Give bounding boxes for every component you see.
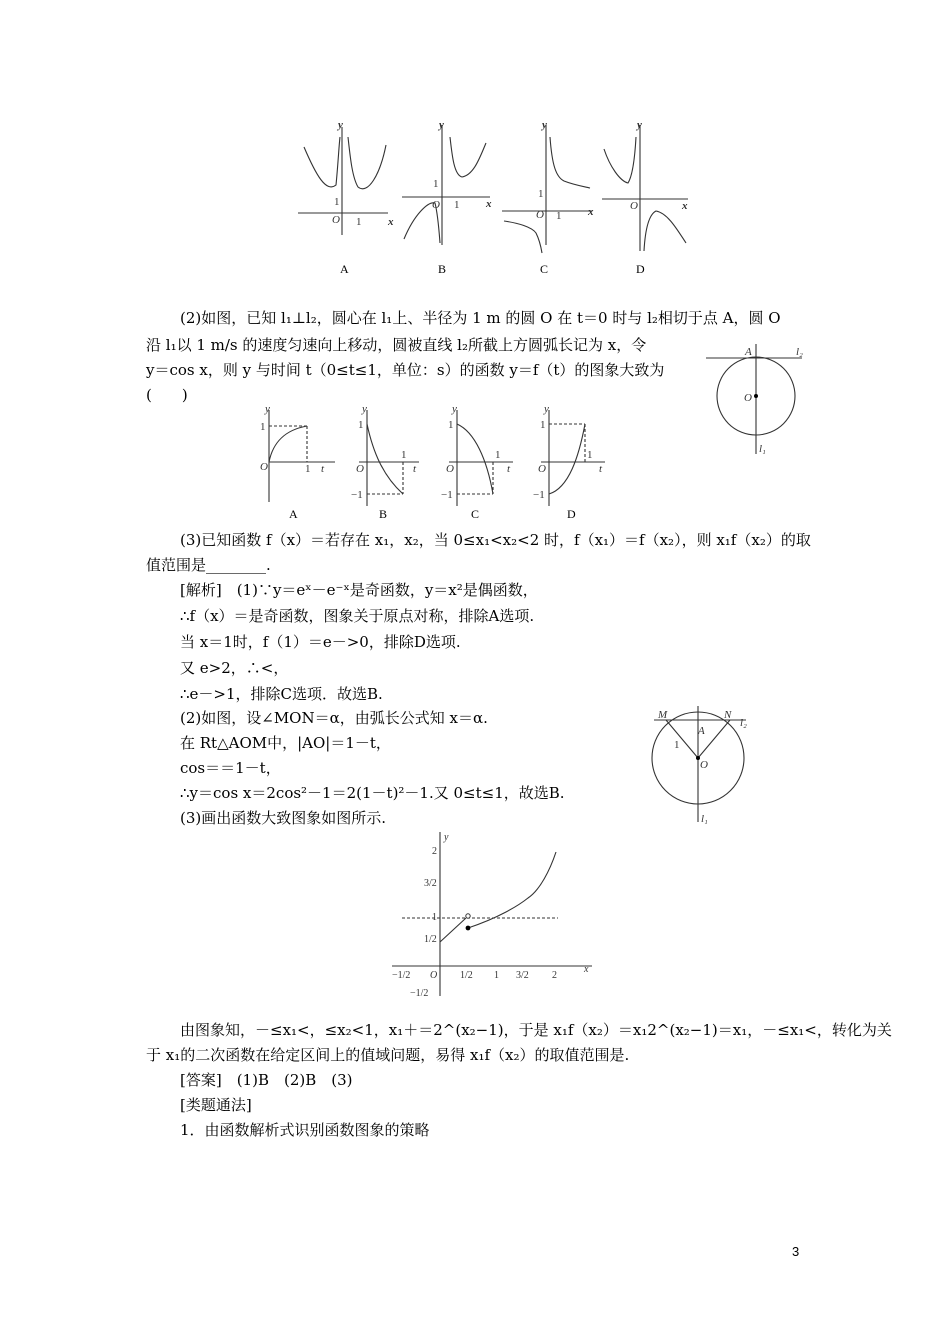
fig3-y-neg1/2: −1/2 xyxy=(410,988,429,998)
q2c-1t: 1 xyxy=(495,449,501,461)
fig2-circle-mn xyxy=(646,702,758,826)
method-heading: [类题通法] xyxy=(180,1096,252,1114)
q2-label-a: A xyxy=(745,346,752,358)
q2-circle-figure xyxy=(704,338,816,460)
q1-d-y: y xyxy=(637,119,642,131)
q2-line4: ( ) xyxy=(146,386,188,404)
q2a-t: t xyxy=(321,463,325,475)
q2d-neg1: −1 xyxy=(533,489,545,501)
q2d-t: t xyxy=(599,463,603,475)
q2-label-l1: l₁ xyxy=(759,443,766,455)
fig3-x-1: 1 xyxy=(494,970,499,981)
page-number: 3 xyxy=(792,1244,800,1259)
solution-l6: (2)如图，设∠MON＝α，由弧长公式知 x＝α. xyxy=(180,709,488,727)
q2c-o: O xyxy=(446,463,454,475)
q2-graphs xyxy=(255,402,615,524)
q1-b-1x: 1 xyxy=(454,199,460,211)
q1-c-1x: 1 xyxy=(556,210,562,222)
q2a-y: y xyxy=(265,403,270,415)
fig3-y-1/2: 1/2 xyxy=(424,934,437,945)
q1-a-o: O xyxy=(332,214,340,226)
q2-line2: 沿 l₁以 1 m/s 的速度匀速向上移动，圆被直线 l₂所截上方圆弧长记为 x，令 xyxy=(146,336,647,354)
q1-b-x: x xyxy=(486,198,492,210)
q2b-o: O xyxy=(356,463,364,475)
q2-line1: (2)如图，已知 l₁⊥l₂，圆心在 l₁上、半径为 1 m 的圆 O 在 t＝0 时与 l₂相切于点 A，圆 O xyxy=(180,309,781,327)
q2b-t: t xyxy=(413,463,417,475)
q2c-y: y xyxy=(452,403,457,415)
q1-label-c: C xyxy=(540,262,549,276)
q1-b-y: y xyxy=(439,119,444,131)
fig2-n: N xyxy=(724,709,732,721)
fig2-m: M xyxy=(658,709,668,721)
fig3-x: x xyxy=(584,964,589,975)
q2-label-d-graph: D xyxy=(567,507,576,521)
q1-a-x: x xyxy=(388,216,394,228)
q2-line3: y＝cos x，则 y 与时间 t（0≤t≤1，单位：s）的函数 y＝f（t）的图象大致为 xyxy=(146,361,665,379)
q2d-1t: 1 xyxy=(587,449,593,461)
q2-label-o: O xyxy=(744,392,752,404)
fig3-x-2: 2 xyxy=(552,970,557,981)
q1-c-y: y xyxy=(542,119,547,131)
q2b-1t: 1 xyxy=(401,449,407,461)
strategy-heading: 1．由函数解析式识别函数图象的策略 xyxy=(180,1121,430,1139)
q2c-1: 1 xyxy=(448,419,454,431)
q1-a-y: y xyxy=(338,119,343,131)
solution-l4: 又 e>2，∴<， xyxy=(180,659,289,677)
solution-l5: ∴e－>1，排除C选项．故选B. xyxy=(180,685,383,703)
fig3-x-3/2: 3/2 xyxy=(516,970,529,981)
q2c-t: t xyxy=(507,463,511,475)
q3-line2: 值范围是________. xyxy=(146,556,271,574)
q1-c-o: O xyxy=(536,209,544,221)
fig3-y-1: 1 xyxy=(432,912,437,923)
fig3-function-graph xyxy=(388,830,598,998)
fig2-l1: l₁ xyxy=(701,813,708,825)
q1-label-a: A xyxy=(340,262,349,276)
solution-l10: (3)画出函数大致图象如图所示. xyxy=(180,809,387,827)
q2a-1t: 1 xyxy=(305,463,311,475)
q1-label-b: B xyxy=(438,262,447,276)
fig3-y-3/2: 3/2 xyxy=(424,878,437,889)
q2d-y: y xyxy=(544,403,549,415)
solution-l2: ∴f（x）＝是奇函数，图象关于原点对称，排除A选项. xyxy=(180,607,535,625)
after-l2: 于 x₁的二次函数在给定区间上的值域问题，易得 x₁f（x₂）的取值范围是. xyxy=(146,1046,630,1064)
q2b-y: y xyxy=(362,403,367,415)
fig3-x-neg1/2: −1/2 xyxy=(392,970,411,981)
solution-l7: 在 Rt△AOM中，|AO|＝1－t， xyxy=(180,734,391,752)
q1-b-o: O xyxy=(432,199,440,211)
q2b-neg1: −1 xyxy=(351,489,363,501)
fig3-y: y xyxy=(444,832,449,843)
q1-a-1y: 1 xyxy=(334,196,340,208)
solution-l9: ∴y＝cos x＝2cos²－1＝2(1－t)²－1.又 0≤t≤1，故选B. xyxy=(180,784,565,802)
q1-label-d: D xyxy=(636,262,645,276)
q2-label-c-graph: C xyxy=(471,507,480,521)
q2-label-b-graph: B xyxy=(379,507,388,521)
q1-d-x: x xyxy=(682,200,688,212)
q2d-o: O xyxy=(538,463,546,475)
fig2-a: A xyxy=(698,725,705,737)
solution-l3: 当 x＝1时，f（1）＝e－>0，排除D选项. xyxy=(180,633,461,651)
solution-l1: [解析] (1)∵y＝eˣ－e⁻ˣ是奇函数，y＝x²是偶函数， xyxy=(180,581,538,599)
fig3-y-2: 2 xyxy=(432,846,437,857)
q1-graphs xyxy=(290,115,700,285)
fig3-x-1/2: 1/2 xyxy=(460,970,473,981)
q1-c-x: x xyxy=(588,206,594,218)
q3-line1: (3)已知函数 f（x）＝若存在 x₁，x₂，当 0≤x₁<x₂<2 时，f（x₁）＝f（x₂），则 x₁f（x₂）的取 xyxy=(180,531,811,549)
q1-c-1y: 1 xyxy=(538,188,544,200)
q1-b-1y: 1 xyxy=(433,178,439,190)
q2-label-l2: l₂ xyxy=(796,346,803,358)
q2a-o: O xyxy=(260,461,268,473)
fig3-o: O xyxy=(430,970,438,981)
after-l1: 由图象知，－≤x₁<，≤x₂<1，x₁＋＝2^(x₂−1)，于是 x₁f（x₂）＝x₁2^(x₂−1)＝x₁，－≤x₁<，转化为关 xyxy=(180,1021,892,1039)
q2b-1: 1 xyxy=(358,419,364,431)
q1-d-o: O xyxy=(630,200,638,212)
q2a-1: 1 xyxy=(260,421,266,433)
q1-a-1x: 1 xyxy=(356,216,362,228)
answer: [答案] (1)B (2)B (3) xyxy=(180,1071,353,1089)
solution-l8: cos＝＝1－t， xyxy=(180,759,281,777)
q2c-neg1: −1 xyxy=(441,489,453,501)
fig2-o: O xyxy=(700,759,708,771)
q2d-1: 1 xyxy=(540,419,546,431)
q2-label-a-graph: A xyxy=(289,507,298,521)
fig2-one: 1 xyxy=(674,739,680,751)
fig2-l2: l₂ xyxy=(740,717,747,729)
